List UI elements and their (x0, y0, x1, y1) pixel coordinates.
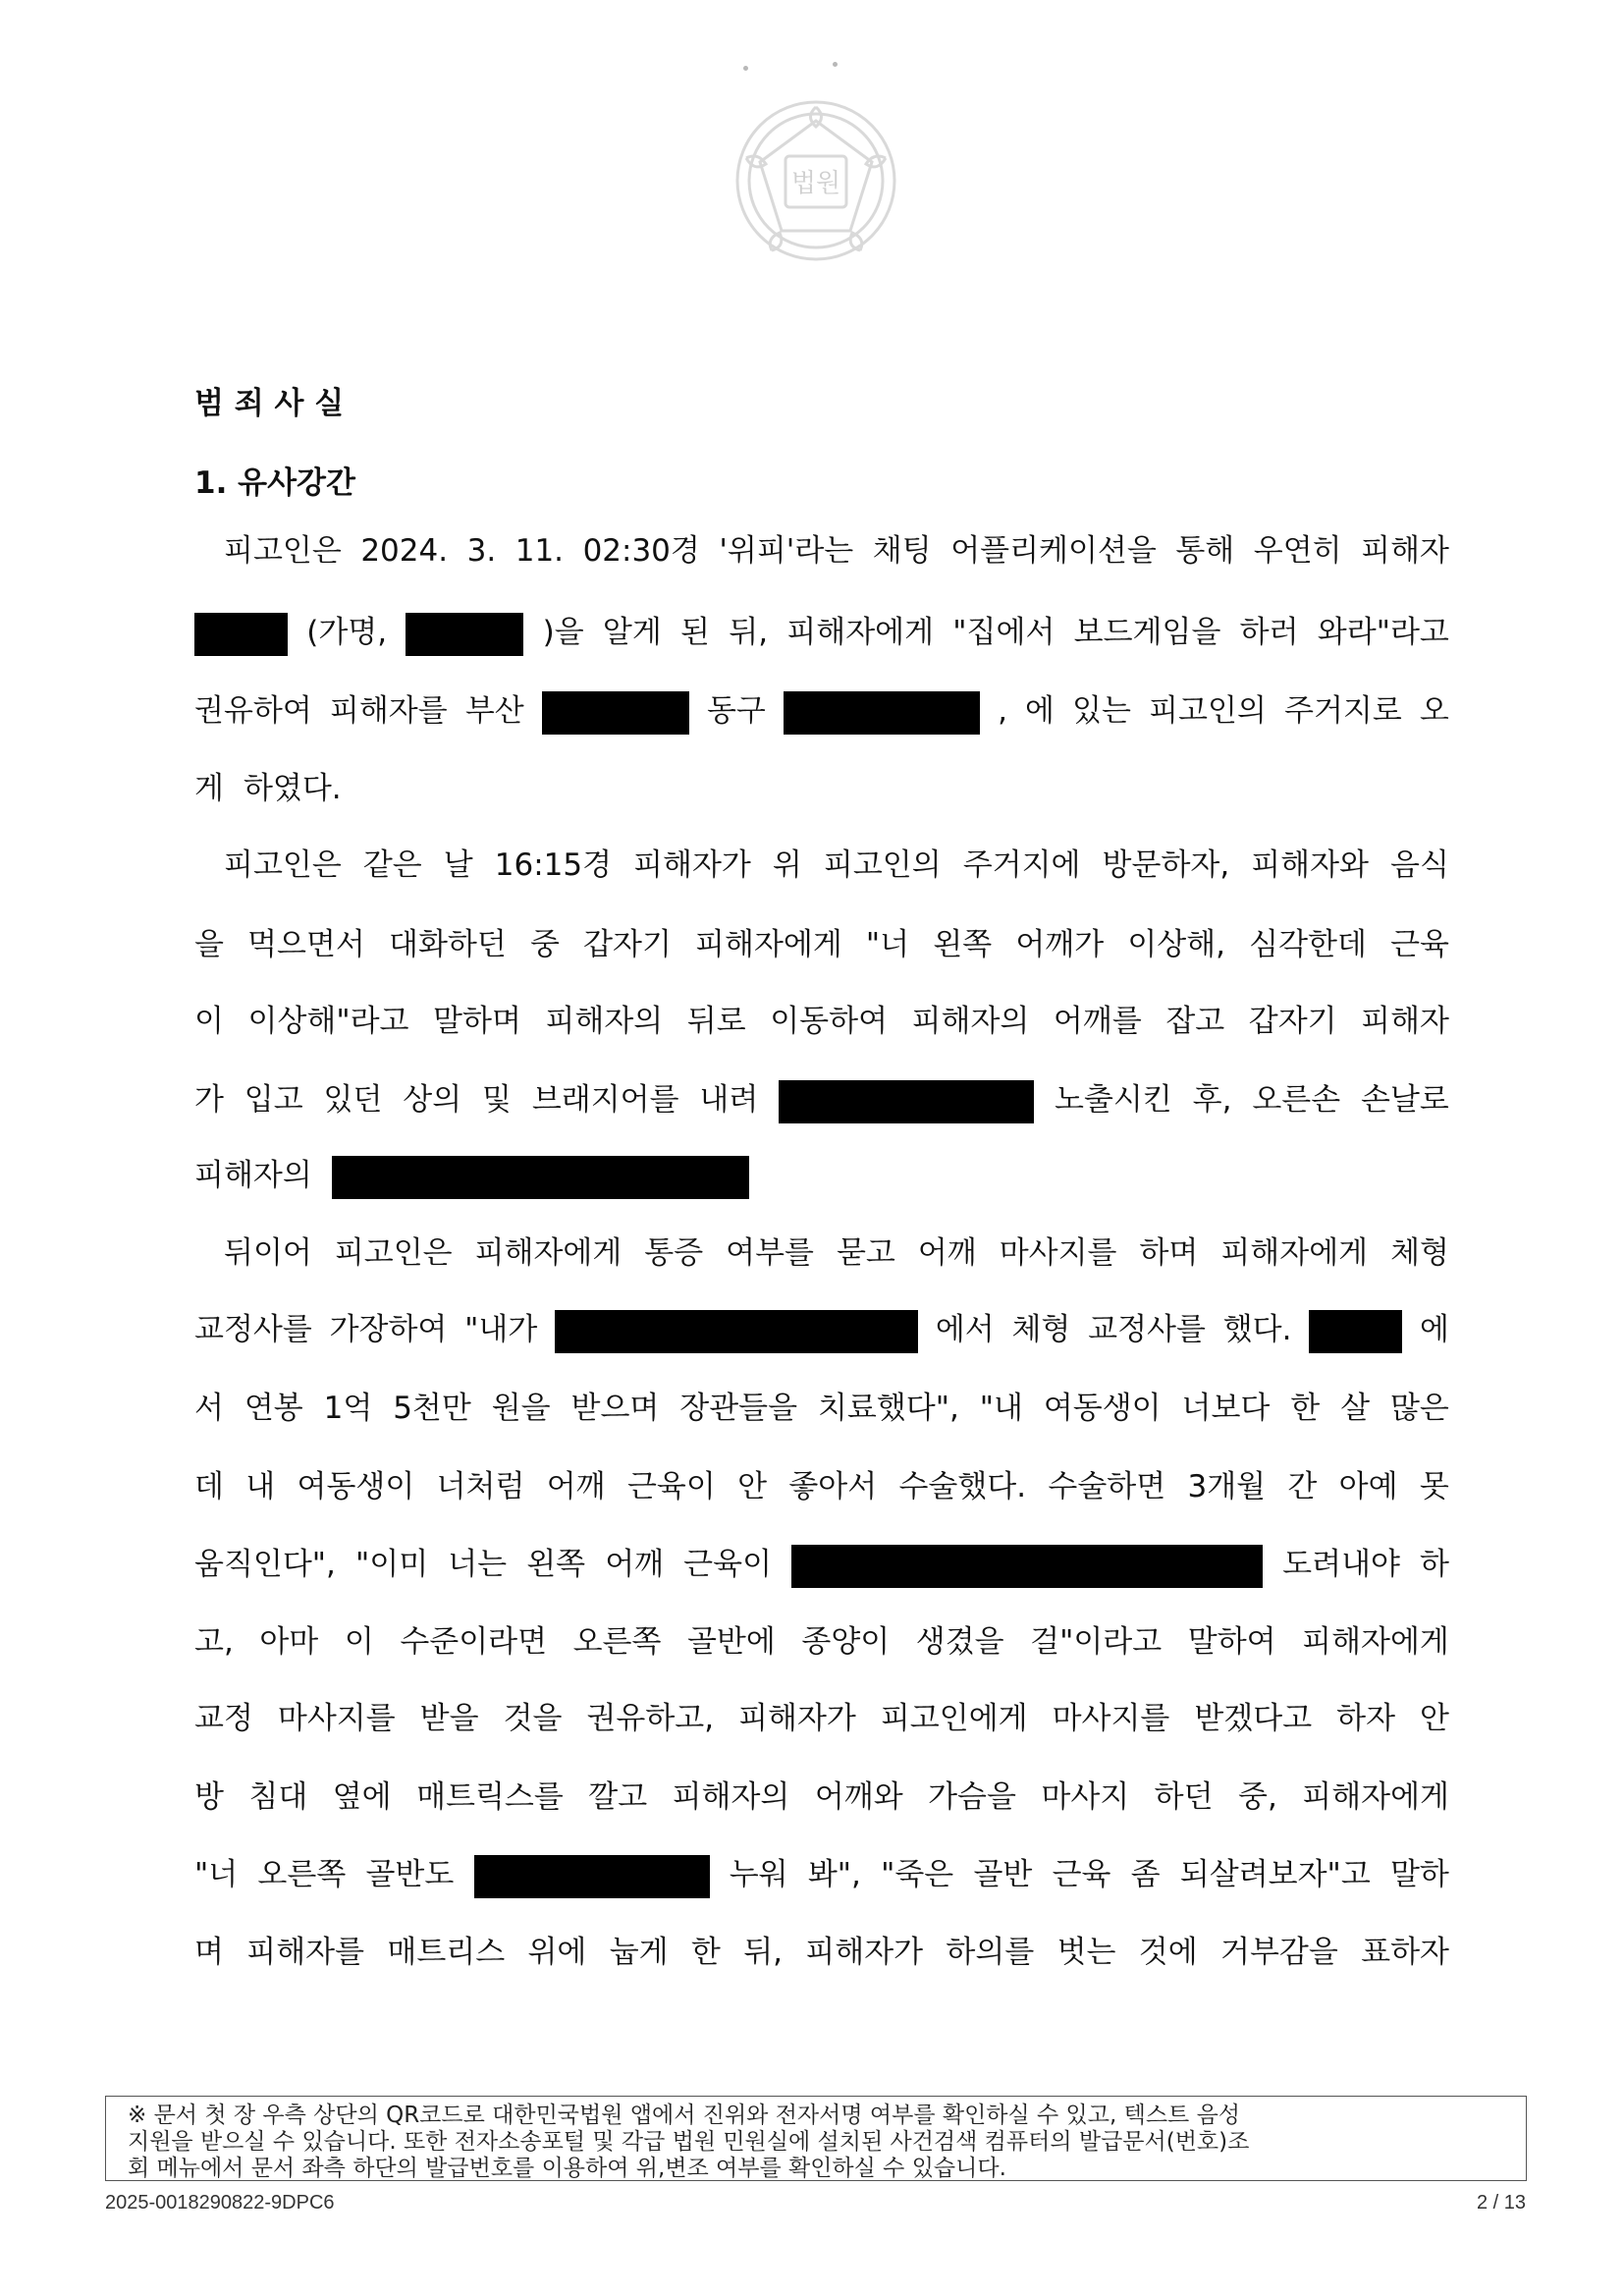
word: "너 (194, 1857, 239, 1892)
word: 왼쪽 (933, 927, 993, 962)
text-line (194, 691, 1449, 731)
text-line (194, 1699, 1449, 1738)
word: 피고인은 (334, 1235, 453, 1271)
word: 어깨 (605, 1547, 665, 1582)
word: 가슴을 (928, 1779, 1016, 1815)
word: 서 (194, 1391, 224, 1426)
word: 피해자에게 (1302, 1624, 1449, 1660)
word: 안 (1420, 1701, 1449, 1736)
word: 갑자기 (583, 927, 672, 962)
word: 5천만 (393, 1391, 471, 1426)
word: 권유하여 (194, 693, 312, 729)
text-line (194, 1777, 1449, 1817)
word: 에 (1420, 1312, 1449, 1347)
text-line (194, 925, 1449, 964)
word: 걸"이라고 (1030, 1624, 1163, 1660)
word: 음식 (1390, 847, 1449, 883)
word: 주거지에 (962, 847, 1081, 883)
word: 교정사를 (194, 1312, 312, 1347)
word: "집에서 (952, 615, 1056, 650)
word: 위 (772, 847, 802, 883)
word: 마사지를 (1052, 1701, 1170, 1736)
word: 대화하던 (389, 927, 507, 962)
word: 하던 (1154, 1779, 1214, 1815)
word: 좋아서 (788, 1469, 878, 1504)
word: 을 (194, 927, 224, 962)
court-seal-watermark (729, 93, 903, 268)
text-line (194, 1080, 1449, 1120)
notice-line: 지원을 받으실 수 있습니다. 또한 전자소송포털 및 각급 법원 민원실에 설치된 사건검색 컴퓨터의 발급문서(번호)조 (128, 2129, 1250, 2155)
word: 방 (194, 1779, 224, 1815)
word: 며 (194, 1935, 224, 1970)
word: 하의를 (946, 1935, 1035, 1970)
word: 움직인다", (194, 1547, 336, 1582)
section-subtitle: 1. 유사강간 (194, 465, 355, 501)
text-line (194, 1933, 1449, 1972)
word: 권유하고, (586, 1701, 715, 1736)
word: 매트리스 (387, 1935, 506, 1970)
word: 주거지로 (1284, 693, 1402, 729)
word: 근육이 (683, 1547, 773, 1582)
word: 피해자가 (805, 1935, 924, 1970)
word: 것을 (503, 1701, 563, 1736)
text-line (194, 1545, 1449, 1584)
word: 원을 (491, 1391, 551, 1426)
word: 오른쪽 (572, 1624, 662, 1660)
word: 너처럼 (436, 1469, 525, 1504)
word: 데 (194, 1469, 224, 1504)
text-line (194, 1002, 1449, 1041)
word: 받겠다고 (1194, 1701, 1313, 1736)
word: 마사지 (1041, 1779, 1130, 1815)
notice-line: ※ 문서 첫 장 우측 상단의 QR코드로 대한민국법원 앱에서 진위와 전자서명 여부를 확인하실 수 있고, 텍스트 음성 (128, 2103, 1241, 2128)
word: 이상해"라고 (247, 1004, 409, 1039)
word: 누워 (729, 1857, 788, 1892)
word: , (998, 693, 1007, 729)
word: 벗는 (1056, 1935, 1116, 1970)
text-line (224, 531, 1449, 571)
word: 심각한데 (1249, 927, 1367, 962)
word: 체형 (1390, 1235, 1449, 1271)
word: 여동생이 (297, 1469, 415, 1504)
word: 수준이라면 (400, 1624, 548, 1660)
text-line (194, 1389, 1449, 1428)
word: "내 (979, 1391, 1023, 1426)
word: 오른쪽 (257, 1857, 347, 1892)
word: 하며 (1139, 1235, 1199, 1271)
word: 뒤이어 (224, 1235, 312, 1271)
word: 이 (194, 1004, 224, 1039)
redaction-bar (474, 1855, 710, 1898)
word: 오 (1419, 693, 1449, 729)
word: 2024. (360, 533, 449, 569)
word: 못 (1419, 1469, 1449, 1504)
word: "너 (865, 927, 910, 962)
word: 와라"라고 (1317, 615, 1449, 650)
word: 피고인의 (823, 847, 942, 883)
word: 매트릭스를 (416, 1779, 564, 1815)
word: 입고 (244, 1082, 303, 1118)
word: 어깨와 (814, 1779, 903, 1815)
word: 어깨가 (1015, 927, 1105, 962)
word: 되살려보자"고 (1179, 1857, 1371, 1892)
word: 노출시킨 (1055, 1082, 1172, 1118)
word: 같은 (362, 847, 422, 883)
word: 받을 (419, 1701, 479, 1736)
word: 피해자가 (633, 847, 751, 883)
word: 어깨를 (1053, 1004, 1142, 1039)
word: 오른손 (1252, 1082, 1341, 1118)
word: 뒤, (729, 615, 769, 650)
word: 골반도 (365, 1857, 455, 1892)
word: 하 (1420, 1547, 1449, 1582)
word: 브래지어를 (531, 1082, 679, 1118)
word: 살 (1340, 1391, 1371, 1426)
word: 고, (194, 1624, 234, 1660)
word: 많은 (1389, 1391, 1449, 1426)
word: "내가 (464, 1312, 538, 1347)
word: 한 (1290, 1391, 1321, 1426)
word: 우연히 (1253, 533, 1342, 569)
word: 11. (514, 533, 565, 569)
redaction-bar (791, 1545, 1263, 1588)
word: 게 (194, 771, 224, 806)
word: 수술하면 (1048, 1469, 1166, 1504)
text-line (194, 1156, 1449, 1195)
word: 너는 (448, 1547, 508, 1582)
word: 도려내야 (1282, 1547, 1400, 1582)
word: (가명, (306, 615, 388, 650)
word: 및 (482, 1082, 512, 1118)
word: 아마 (259, 1624, 319, 1660)
word: 안 (737, 1469, 768, 1504)
word: 근육 (1052, 1857, 1111, 1892)
text-line (194, 1855, 1449, 1894)
word: 피해자 (1361, 1004, 1449, 1039)
word: 이 (344, 1624, 374, 1660)
word: 피해자와 (1251, 847, 1370, 883)
word: 갑자기 (1248, 1004, 1337, 1039)
word: 피해자 (1361, 533, 1449, 569)
word: 종양이 (801, 1624, 891, 1660)
page-number: 2 / 13 (1476, 2192, 1526, 2214)
word: 말하여 (1187, 1624, 1276, 1660)
redaction-bar (194, 613, 288, 656)
word: 가 (194, 1082, 224, 1118)
word: 어깨 (546, 1469, 606, 1504)
word: 말하며 (433, 1004, 521, 1039)
text-line (194, 1467, 1449, 1506)
word: 옆에 (332, 1779, 392, 1815)
word: 피고인은 (224, 533, 342, 569)
word: 있던 (323, 1082, 383, 1118)
word: 피해자에게 (1220, 1235, 1369, 1271)
word: 부산 (464, 693, 524, 729)
word: 날 (443, 847, 473, 883)
redaction-bar (555, 1310, 918, 1353)
word: 간 (1287, 1469, 1318, 1504)
word: 중 (529, 927, 560, 962)
word: 3. (466, 533, 497, 569)
redaction-bar (332, 1156, 749, 1199)
word: 1억 (323, 1391, 373, 1426)
word: "이미 (354, 1547, 429, 1582)
word: 02:30경 (582, 533, 700, 569)
word: 마사지를 (999, 1235, 1117, 1271)
word: 방문하자, (1102, 847, 1230, 883)
section-title: 범 죄 사 실 (194, 386, 345, 421)
redaction-bar (406, 613, 523, 656)
document-number: 2025-0018290822-9DPC6 (105, 2192, 335, 2214)
text-line (224, 846, 1449, 885)
word: 좀 (1130, 1857, 1161, 1892)
word: "죽은 (881, 1857, 954, 1892)
word: 피해자가 (738, 1701, 856, 1736)
word: 하였다. (243, 771, 342, 806)
word: 위에 (527, 1935, 587, 1970)
word: 피고인의 (1149, 693, 1267, 729)
word: 피해자에게 (1302, 1779, 1449, 1815)
word: 내려 (699, 1082, 759, 1118)
word: 피고인은 (224, 847, 342, 883)
word: 통증 (644, 1235, 704, 1271)
text-line (194, 1310, 1449, 1349)
word: 근육 (1390, 927, 1449, 962)
scan-dot (833, 62, 838, 67)
text-line (224, 1233, 1449, 1273)
word: 눕게 (609, 1935, 669, 1970)
word: 피해자에게 (474, 1235, 623, 1271)
word: 치료했다", (817, 1391, 959, 1426)
word: 피해자를 (329, 693, 448, 729)
word: 피해자의 (911, 1004, 1030, 1039)
word: 너보다 (1181, 1391, 1271, 1426)
word: 채팅 (872, 533, 932, 569)
text-line (194, 1622, 1449, 1662)
word: 먹으면서 (247, 927, 365, 962)
word: 내 (245, 1469, 276, 1504)
word: 여동생이 (1043, 1391, 1162, 1426)
word: 피해자에게 (695, 927, 842, 962)
word: )을 (542, 615, 584, 650)
word: 가장하여 (329, 1312, 448, 1347)
word: 했다. (1222, 1312, 1292, 1347)
word: 것에 (1138, 1935, 1198, 1970)
redaction-bar (1309, 1310, 1402, 1353)
word: 피해자에게 (786, 615, 935, 650)
word: 뒤, (743, 1935, 783, 1970)
word: 생겼을 (915, 1624, 1004, 1660)
word: 골반에 (686, 1624, 776, 1660)
word: 16:15경 (494, 847, 613, 883)
word: 피해자의 (194, 1158, 312, 1193)
word: 동구 (706, 693, 766, 729)
word: 교정사를 (1088, 1312, 1206, 1347)
word: 있는 (1072, 693, 1131, 729)
word: 마사지를 (277, 1701, 396, 1736)
word: 표하자 (1361, 1935, 1449, 1970)
word: 하자 (1336, 1701, 1396, 1736)
word: 봐", (807, 1857, 861, 1892)
word: 침대 (248, 1779, 308, 1815)
redaction-bar (779, 1080, 1034, 1123)
word: 3개월 (1187, 1469, 1267, 1504)
word: 한 (690, 1935, 721, 1970)
word: 교정 (194, 1701, 253, 1736)
word: 받으며 (570, 1391, 660, 1426)
word: 된 (680, 615, 710, 650)
word: 알게 (602, 615, 662, 650)
word: 수술했다. (898, 1469, 1027, 1504)
word: 피해자의 (672, 1779, 790, 1815)
word: 중, (1238, 1779, 1277, 1815)
word: 피해자를 (246, 1935, 365, 1970)
word: 이상해, (1127, 927, 1226, 962)
word: 상의 (403, 1082, 462, 1118)
word: 에서 (935, 1312, 995, 1347)
word: 잡고 (1165, 1004, 1225, 1039)
word: 묻고 (836, 1235, 895, 1271)
word: 장관들을 (679, 1391, 798, 1426)
redaction-bar (542, 691, 689, 735)
word: 에 (1025, 693, 1055, 729)
word: 근육이 (626, 1469, 716, 1504)
text-line (194, 613, 1449, 652)
scan-dot (743, 66, 748, 71)
word: 체형 (1011, 1312, 1071, 1347)
seal-text: 법원 (790, 169, 841, 198)
notice-line: 회 메뉴에서 문서 좌측 하단의 발급번호를 이용하여 위,변조 여부를 확인하실 수 있습니다. (128, 2156, 1006, 2181)
word: 보드게임을 (1073, 615, 1221, 650)
word: 말하 (1389, 1857, 1449, 1892)
word: 하러 (1239, 615, 1299, 650)
word: 왼쪽 (526, 1547, 586, 1582)
word: 피고인에게 (880, 1701, 1028, 1736)
word: 어깨 (917, 1235, 977, 1271)
word: 피해자의 (545, 1004, 664, 1039)
verification-notice (105, 2096, 1527, 2181)
word: 후, (1192, 1082, 1232, 1118)
word: 아예 (1338, 1469, 1398, 1504)
word: 골반 (973, 1857, 1033, 1892)
word: 손날로 (1361, 1082, 1449, 1118)
word: 거부감을 (1220, 1935, 1338, 1970)
word: 여부를 (726, 1235, 814, 1271)
word: 이동하여 (770, 1004, 889, 1039)
word: '위피'라는 (719, 533, 854, 569)
redaction-bar (784, 691, 980, 735)
text-line (194, 769, 1449, 808)
word: 뒤로 (686, 1004, 746, 1039)
word: 연봉 (244, 1391, 303, 1426)
word: 깔고 (588, 1779, 648, 1815)
word: 어플리케이션을 (950, 533, 1157, 569)
word: 통해 (1175, 533, 1235, 569)
